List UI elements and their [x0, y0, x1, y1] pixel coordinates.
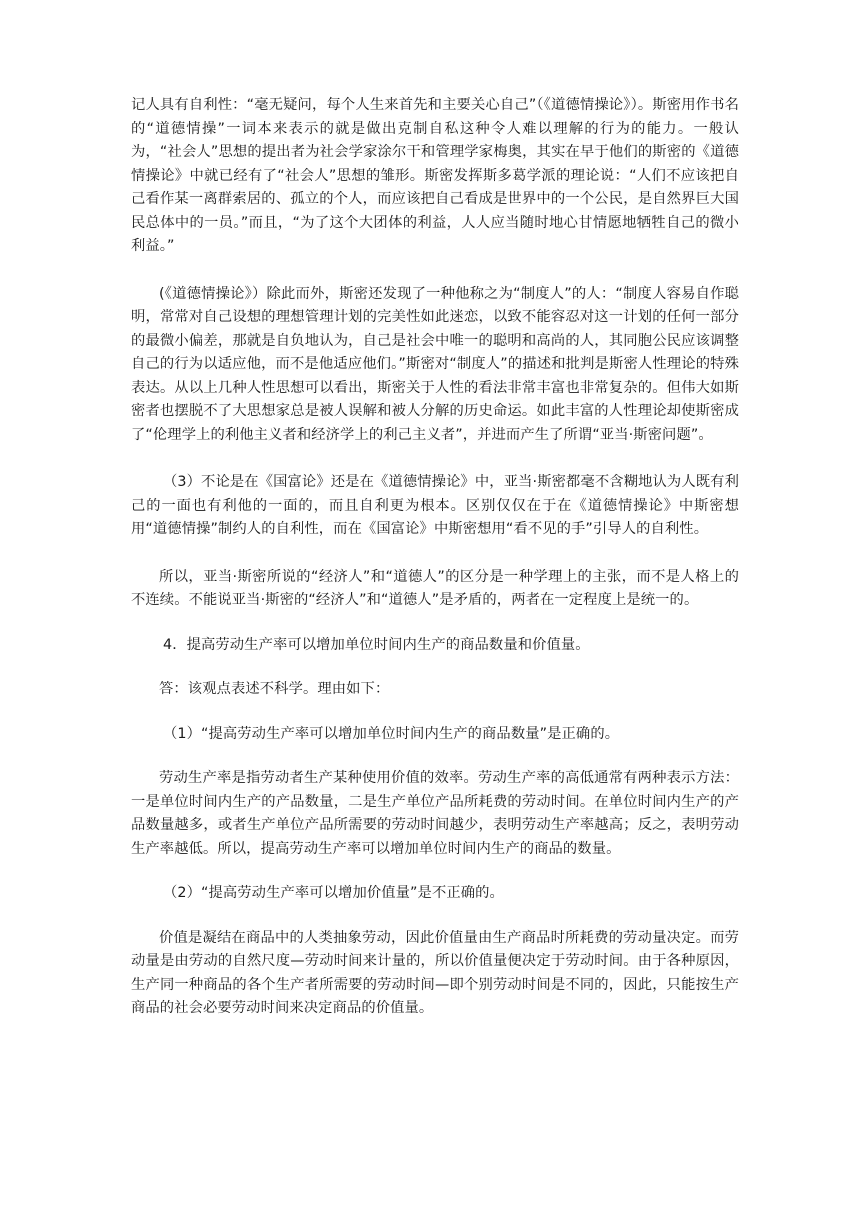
document-page	[131, 94, 739, 1021]
paragraph-system-man: (《道德情操论》）除此而外，斯密还发现了一种他称之为“制度人”的人：“制度人容易自作聪明，常常对自己设想的理想管理计划的完美性如此迷恋，以致不能容忍对这一计划的任何一部分的最微小偏差，那就是自负地认为，自己是社会中唯一的聪明和高尚的人，其同胞公民应该调整自己的行为以适应他，而不是他适应他们。”斯密对“制度人”的描述和批判是斯密人性理论的特殊表达。从以上几种人性思想可以看出，斯密关于人性的看法非常丰富也非常复杂的。但伟大如斯密者也摆脱不了大思想家总是被人误解和被人分解的历史命运。如此丰富的人性理论却使斯密成了“伦理学上的利他主义者和经济学上的利己主义者”，并进而产生了所谓“亚当·斯密问题”。	[131, 285, 739, 443]
question-4-heading: 4．提高劳动生产率可以增加单位时间内生产的商品数量和价值量。	[163, 636, 590, 653]
paragraph-social-man: 记人具有自利性：“毫无疑问，每个人生来首先和主要关心自己”（《道德情操论》）。斯密用作书名的“道德情操”一词本来表示的就是做出克制自私这种令人难以理解的行为的能力。一般认为，“社会人”思想的提出者为社会学家涂尔干和管理学家梅奥，其实在早于他们的斯密的《道德情操论》中就已经有了“社会人”思想的雏形。斯密发挥斯多葛学派的理论说：“人们不应该把自己看作某一离群索居的、孤立的个人，而应该把自己看成是世界中的一个公民，是自然界巨大国民总体中的一员。”而且，“为了这个大团体的利益，人人应当随时地心甘情愿地牺牲自己的微小利益。”	[131, 97, 739, 254]
paragraph-conclusion: 所以，亚当·斯密所说的“经济人”和“道德人”的区分是一种学理上的主张，而不是人格上的不连续。不能说亚当·斯密的“经济人”和“道德人”是矛盾的，两者在一定程度上是统一的。	[131, 568, 739, 608]
answer-point-2-heading: （2）“提高劳动生产率可以增加价值量”是不正确的。	[163, 885, 504, 901]
answer-intro: 答：该观点表述不科学。理由如下：	[159, 681, 390, 697]
answer-point-1-body: 劳动生产率是指劳动者生产某种使用价值的效率。劳动生产率的高低通常有两种表示方法：一是单位时间内生产的产品数量，二是生产单位产品所耗费的劳动时间。在单位时间内生产的产品数量越多，或者生产单位产品所需要的劳动时间越少，表明劳动生产率越高；反之，表明劳动生产率越低。所以，提高劳动生产率可以增加单位时间内生产的商品的数量。	[131, 770, 739, 857]
paragraph-point-3: （3）不论是在《国富论》还是在《道德情操论》中，亚当·斯密都毫不含糊地认为人既有利己的一面也有利他的一面的，而且自利更为根本。区别仅仅在于在《道德情操论》中斯密想用“道德情操”制约人的自利性，而在《国富论》中斯密想用“看不见的手”引导人的自利性。	[131, 474, 739, 537]
answer-point-2-body: 价值是凝结在商品中的人类抽象劳动，因此价值量由生产商品时所耗费的劳动量决定。而劳动量是由劳动的自然尺度—劳动时间来计量的，所以价值量便决定于劳动时间。由于各种原因，生产同一种商品的各个生产者所需要的劳动时间—即个别劳动时间是不同的，因此，只能按生产商品的社会必要劳动时间来决定商品的价值量。	[131, 929, 739, 1016]
answer-point-1-heading: （1）“提高劳动生产率可以增加单位时间内生产的商品数量”是正确的。	[163, 725, 620, 742]
